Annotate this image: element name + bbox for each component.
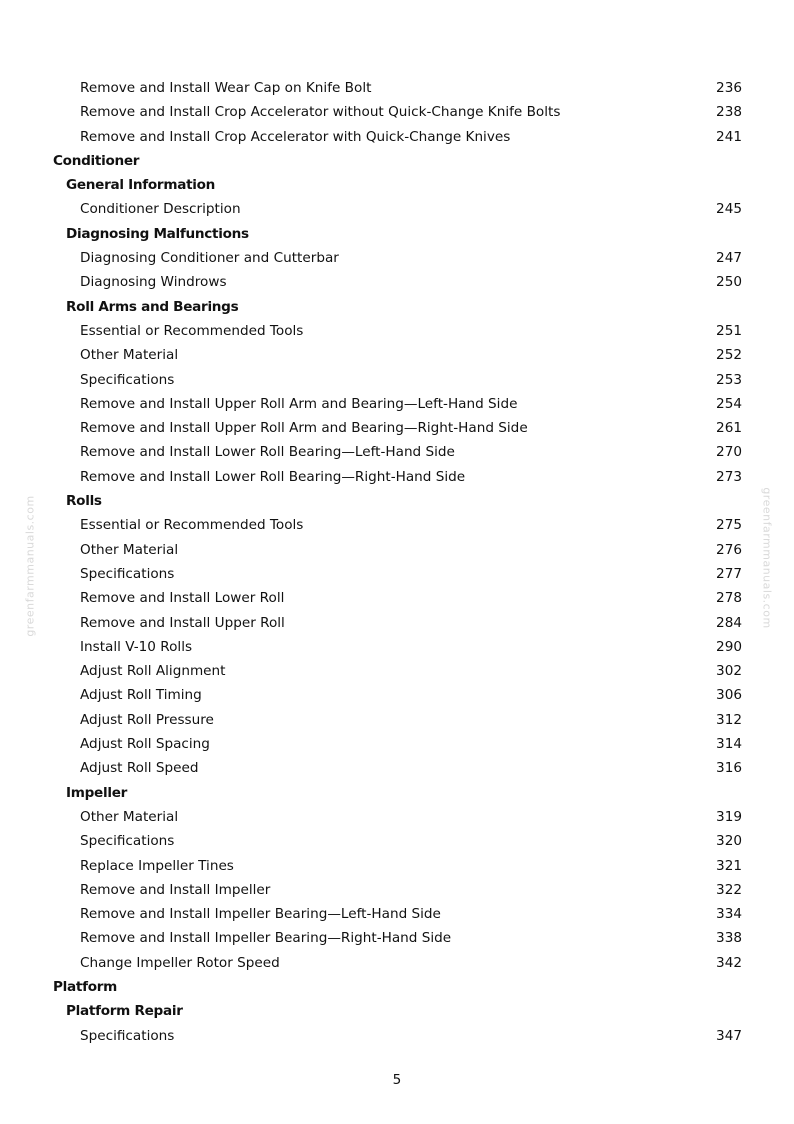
toc-section [0, 781, 794, 805]
toc-entry-title: Remove and Install Lower Roll [80, 590, 285, 607]
toc-entry-page: 290 [716, 638, 742, 655]
toc-entry-title: Change Impeller Rotor Speed [80, 954, 280, 971]
toc-section [0, 489, 794, 513]
toc-entry[interactable] [0, 538, 794, 562]
toc-entry-page: 314 [716, 736, 742, 753]
toc-entry-page: 321 [716, 857, 742, 874]
toc-entry[interactable] [0, 732, 794, 756]
toc-entry[interactable] [0, 368, 794, 392]
toc-entry[interactable] [0, 270, 794, 294]
toc-entry-page: 270 [716, 444, 742, 461]
toc-entry-page: 316 [716, 760, 742, 777]
toc-entry-title: Essential or Recommended Tools [80, 517, 304, 534]
toc-entry-page: 276 [716, 541, 742, 558]
toc-entry[interactable] [0, 951, 794, 975]
toc-entry-page: 338 [716, 930, 742, 947]
toc-entry-title: Specifications [80, 833, 175, 850]
toc-chapter [0, 975, 794, 999]
toc-entry-title: Diagnosing Windrows [80, 274, 227, 291]
toc-entry-page: 347 [716, 1027, 742, 1044]
toc-entry-page: 236 [716, 80, 742, 96]
toc-entry[interactable] [0, 805, 794, 829]
toc-entry-title: Replace Impeller Tines [80, 857, 234, 874]
toc-entry-title: Adjust Roll Timing [80, 687, 202, 704]
toc-entry-title: Install V-10 Rolls [80, 638, 193, 655]
toc-entry-page: 254 [716, 395, 742, 412]
toc-entry[interactable] [0, 319, 794, 343]
toc-entry-title: General Information [66, 177, 216, 194]
toc-entry-title: Essential or Recommended Tools [80, 322, 304, 339]
toc-entry-page: 320 [716, 833, 742, 850]
toc-entry-page: 238 [716, 104, 742, 121]
toc-entry[interactable] [0, 854, 794, 878]
toc-entry[interactable] [0, 683, 794, 707]
toc-entry[interactable] [0, 343, 794, 367]
toc-entry-title: Remove and Install Impeller [80, 881, 271, 898]
toc-entry-page: 275 [716, 517, 742, 534]
toc-entry[interactable] [0, 1024, 794, 1048]
toc-entry-page: 251 [716, 322, 742, 339]
toc-entry[interactable] [0, 708, 794, 732]
toc-entry[interactable] [0, 76, 794, 100]
toc-entry-title: Remove and Install Crop Accelerator with Quick-Change Knives [80, 128, 511, 145]
toc-entry-title: Remove and Install Wear Cap on Knife Bolt [80, 80, 372, 96]
toc-entry-page: 261 [716, 420, 742, 437]
toc-entry[interactable] [0, 562, 794, 586]
toc-entry-title: Diagnosing Malfunctions [66, 225, 249, 242]
toc-entry[interactable] [0, 586, 794, 610]
toc-entry-page: 245 [716, 201, 742, 218]
toc-entry-title: Diagnosing Conditioner and Cutterbar [80, 250, 339, 267]
toc-entry[interactable] [0, 465, 794, 489]
toc-entry-title: Specifications [80, 1027, 175, 1044]
toc-entry-page: 322 [716, 881, 742, 898]
toc-entry-title: Remove and Install Impeller Bearing—Left-Hand Side [80, 906, 441, 923]
toc-section [0, 173, 794, 197]
toc-entry-title: Conditioner Description [80, 201, 241, 218]
toc-entry-page: 253 [716, 371, 742, 388]
toc-entry-title: Platform Repair [66, 1003, 183, 1020]
toc-entry-page: 334 [716, 906, 742, 923]
toc-entry-title: Remove and Install Crop Accelerator without Quick-Change Knife Bolts [80, 104, 561, 121]
toc-entry[interactable] [0, 659, 794, 683]
toc-entry-title: Remove and Install Lower Roll Bearing—Left-Hand Side [80, 444, 455, 461]
toc-section [0, 222, 794, 246]
toc-entry-page: 278 [716, 590, 742, 607]
toc-entry-page: 277 [716, 565, 742, 582]
toc-entry-title: Roll Arms and Bearings [66, 298, 239, 315]
toc-entry-title: Adjust Roll Speed [80, 760, 199, 777]
toc-entry[interactable] [0, 926, 794, 950]
toc-section [0, 295, 794, 319]
page-number: 5 [392, 1072, 402, 1088]
toc-entry[interactable] [0, 756, 794, 780]
toc-entry-page: 250 [716, 274, 742, 291]
watermark-right: greenfarmmanuals.com [760, 487, 774, 629]
toc-entry-title: Specifications [80, 371, 175, 388]
table-of-contents [0, 76, 794, 1048]
toc-entry-title: Remove and Install Upper Roll Arm and Bearing—Right-Hand Side [80, 420, 528, 437]
toc-entry[interactable] [0, 392, 794, 416]
toc-entry[interactable] [0, 513, 794, 537]
toc-entry-title: Other Material [80, 808, 179, 825]
toc-entry[interactable] [0, 829, 794, 853]
toc-entry-title: Rolls [66, 493, 102, 510]
toc-entry-page: 284 [716, 614, 742, 631]
toc-entry-page: 247 [716, 250, 742, 267]
toc-entry[interactable] [0, 197, 794, 221]
toc-entry-title: Remove and Install Impeller Bearing—Right-Hand Side [80, 930, 452, 947]
toc-entry-page: 302 [716, 663, 742, 680]
toc-entry[interactable] [0, 125, 794, 149]
toc-entry-title: Remove and Install Lower Roll Bearing—Right-Hand Side [80, 468, 466, 485]
toc-entry[interactable] [0, 100, 794, 124]
toc-entry-page: 252 [716, 347, 742, 364]
toc-entry-page: 319 [716, 808, 742, 825]
toc-section [0, 999, 794, 1023]
toc-entry-page: 306 [716, 687, 742, 704]
toc-chapter [0, 149, 794, 173]
toc-entry-page: 342 [716, 954, 742, 971]
toc-entry-title: Conditioner [53, 152, 140, 169]
toc-entry-title: Adjust Roll Spacing [80, 736, 210, 753]
toc-entry-title: Other Material [80, 347, 179, 364]
toc-entry-title: Platform [53, 978, 118, 995]
toc-entry-page: 312 [716, 711, 742, 728]
toc-entry-title: Remove and Install Upper Roll [80, 614, 285, 631]
toc-entry-page: 273 [716, 468, 742, 485]
watermark-left: greenfarmmanuals.com [23, 495, 37, 637]
toc-entry-title: Specifications [80, 565, 175, 582]
toc-entry-title: Remove and Install Upper Roll Arm and Bearing—Left-Hand Side [80, 395, 518, 412]
toc-entry[interactable] [0, 246, 794, 270]
toc-entry[interactable] [0, 440, 794, 464]
toc-entry-page: 241 [716, 128, 742, 145]
toc-entry-title: Other Material [80, 541, 179, 558]
toc-entry[interactable] [0, 635, 794, 659]
toc-entry[interactable] [0, 878, 794, 902]
toc-entry[interactable] [0, 902, 794, 926]
toc-entry-title: Adjust Roll Alignment [80, 663, 226, 680]
toc-entry-title: Impeller [66, 784, 128, 801]
toc-entry[interactable] [0, 416, 794, 440]
toc-entry-title: Adjust Roll Pressure [80, 711, 214, 728]
toc-entry[interactable] [0, 611, 794, 635]
